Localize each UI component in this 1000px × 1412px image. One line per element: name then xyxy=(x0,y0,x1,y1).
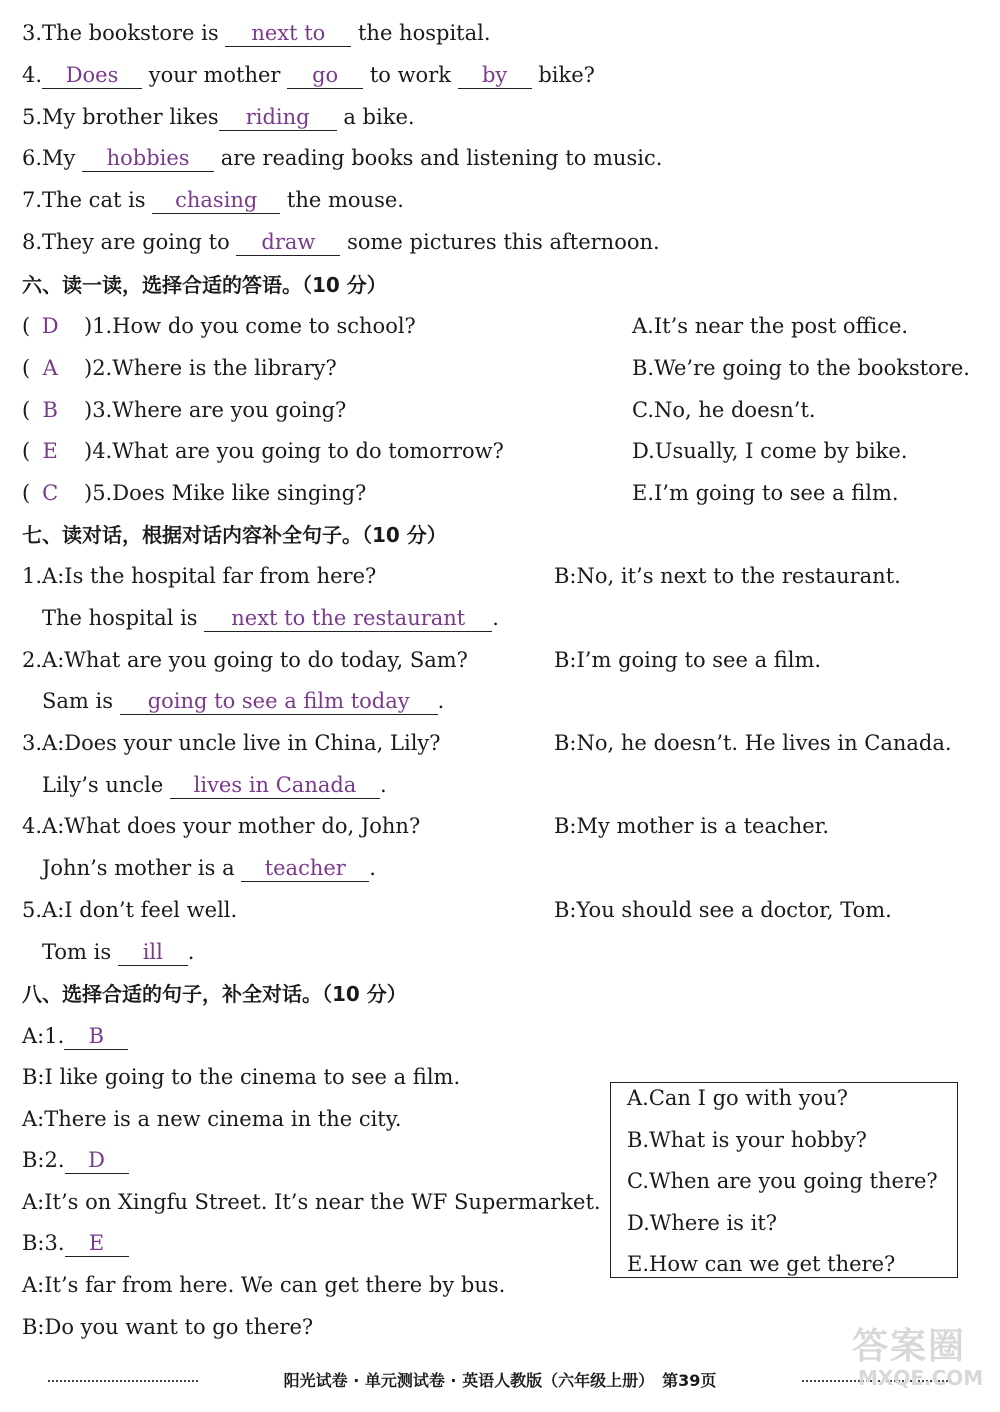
dialog-3-a: 3.A:Does your uncle live in China, Lily? xyxy=(22,731,441,755)
fill-item-7: 7.The cat is chasing the mouse. xyxy=(22,188,404,212)
answer-blank: D xyxy=(65,1147,129,1174)
watermark-url: MXQE.COM xyxy=(858,1366,984,1390)
answer-blank: lives in Canada xyxy=(170,772,380,799)
match-question-3: ( B )3.Where are you going? xyxy=(22,395,346,425)
dialog-2-b: B:I’m going to see a film. xyxy=(554,648,822,672)
watermark-text: 答案圈 xyxy=(852,1326,967,1367)
dialog-3-completion: Lily’s uncle lives in Canada . xyxy=(42,773,387,797)
box-option-e: E.How can we get there? xyxy=(627,1252,896,1276)
box-option-b: B.What is your hobby? xyxy=(627,1128,867,1152)
dialog-4-b: B:My mother is a teacher. xyxy=(554,814,830,838)
dialog-line-2: B:I like going to the cinema to see a film. xyxy=(22,1065,461,1089)
options-box xyxy=(610,1082,958,1278)
dialog-line-1: A:1. B xyxy=(22,1021,128,1051)
fill-item-4: 4. Does your mother go to work by bike? xyxy=(22,63,595,87)
dialog-line-8: B:Do you want to go there? xyxy=(22,1315,314,1339)
answer-blank: next to the restaurant xyxy=(204,605,492,632)
footer-divider-left xyxy=(48,1380,198,1382)
answer-letter: C xyxy=(42,481,59,505)
dialog-2-completion: Sam is going to see a film today . xyxy=(42,689,445,713)
dialog-5-b: B:You should see a doctor, Tom. xyxy=(554,898,892,922)
answer-letter: A xyxy=(42,356,58,380)
fill-item-6: 6.My hobbies are reading books and listening to music. xyxy=(22,146,663,170)
match-option-a: A.It’s near the post office. xyxy=(632,314,909,338)
box-option-c: C.When are you going there? xyxy=(627,1169,938,1193)
section-7-title: 七、读对话，根据对话内容补全句子。（10 分） xyxy=(22,523,447,547)
dialog-2-a: 2.A:What are you going to do today, Sam? xyxy=(22,648,468,672)
answer-blank: Does xyxy=(42,62,142,89)
dialog-1-a: 1.A:Is the hospital far from here? xyxy=(22,564,377,588)
answer-blank: riding xyxy=(219,104,337,131)
answer-blank: next to xyxy=(225,20,351,47)
section-8-title: 八、选择合适的句子，补全对话。（10 分） xyxy=(22,982,407,1006)
answer-blank: hobbies xyxy=(82,145,214,172)
dialog-line-7: A:It’s far from here. We can get there by bus. xyxy=(22,1273,506,1297)
answer-blank: going to see a film today xyxy=(120,688,438,715)
answer-letter: B xyxy=(42,398,58,422)
dialog-4-completion: John’s mother is a teacher . xyxy=(42,856,376,880)
fill-item-3: 3.The bookstore is next to the hospital. xyxy=(22,21,491,45)
dialog-3-b: B:No, he doesn’t. He lives in Canada. xyxy=(554,731,952,755)
watermark-logo xyxy=(832,1318,982,1398)
answer-letter: D xyxy=(41,314,59,338)
answer-blank: chasing xyxy=(152,187,280,214)
answer-blank: draw xyxy=(236,229,340,256)
box-option-a: A.Can I go with you? xyxy=(627,1086,848,1110)
match-question-1: ( D )1.How do you come to school? xyxy=(22,311,416,341)
dialog-line-5: A:It’s on Xingfu Street. It’s near the WF Supermarket. xyxy=(22,1190,601,1214)
answer-blank: teacher xyxy=(241,855,369,882)
match-option-e: E.I’m going to see a film. xyxy=(632,481,899,505)
dialog-line-4: B:2. D xyxy=(22,1145,129,1175)
answer-blank: by xyxy=(458,62,532,89)
match-option-c: C.No, he doesn’t. xyxy=(632,398,816,422)
answer-letter: E xyxy=(42,439,58,463)
dialog-5-a: 5.A:I don’t feel well. xyxy=(22,898,238,922)
fill-item-8: 8.They are going to draw some pictures this afternoon. xyxy=(22,230,660,254)
dialog-4-a: 4.A:What does your mother do, John? xyxy=(22,814,421,838)
box-option-d: D.Where is it? xyxy=(627,1211,778,1235)
fill-item-5: 5.My brother likes riding a bike. xyxy=(22,105,415,129)
answer-blank: B xyxy=(64,1023,128,1050)
dialog-line-3: A:There is a new cinema in the city. xyxy=(22,1107,402,1131)
answer-blank: go xyxy=(287,62,363,89)
dialog-1-b: B:No, it’s next to the restaurant. xyxy=(554,564,901,588)
answer-blank: ill xyxy=(118,939,188,966)
match-question-5: ( C )5.Does Mike like singing? xyxy=(22,478,366,508)
match-option-d: D.Usually, I come by bike. xyxy=(632,439,908,463)
match-question-2: ( A )2.Where is the library? xyxy=(22,353,337,383)
dialog-line-6: B:3. E xyxy=(22,1228,129,1258)
footer-text: 阳光试卷 · 单元测试卷 · 英语人教版（六年级上册） 第39页 xyxy=(283,1371,717,1390)
dialog-1-completion: The hospital is next to the restaurant . xyxy=(42,606,499,630)
answer-blank: E xyxy=(65,1230,129,1257)
match-option-b: B.We’re going to the bookstore. xyxy=(632,356,970,380)
dialog-5-completion: Tom is ill . xyxy=(42,940,195,964)
match-question-4: ( E )4.What are you going to do tomorrow? xyxy=(22,436,504,466)
section-6-title: 六、读一读，选择合适的答语。（10 分） xyxy=(22,273,387,297)
